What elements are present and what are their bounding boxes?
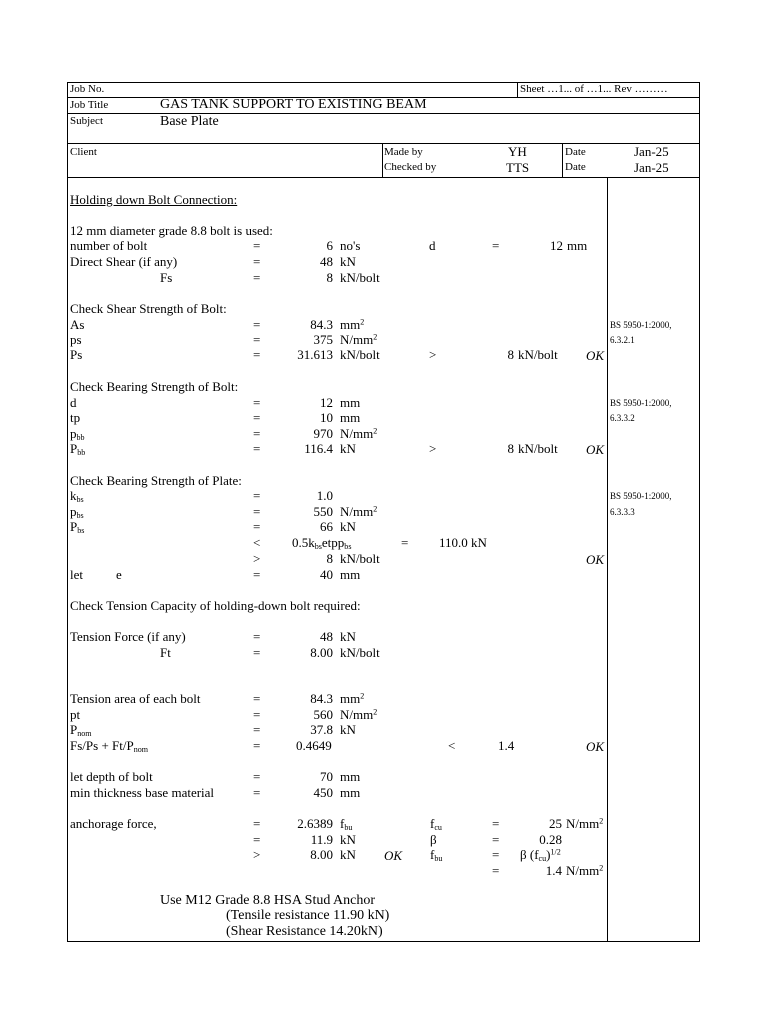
kbs-value: 1.0 [316,488,333,503]
anchorage-ok: OK [384,848,403,863]
e-unit: mm [340,567,361,582]
anchorage-coefficient: 2.6389 [297,816,333,831]
Pbs-unit: kN [340,519,356,534]
equals-sign: = [253,270,261,285]
equals-sign: = [253,785,261,800]
bolt-depth-value: 70 [320,769,333,784]
bolt-count-unit: no's [340,238,361,253]
conclusion-shear-resistance: (Shear Resistance 14.20kN) [226,924,383,939]
border-left [67,82,68,942]
equals-sign: = [492,816,500,831]
equals-sign: = [253,488,261,503]
direct-shear-value: 48 [320,254,333,269]
equals-sign: = [253,238,261,253]
anchorage-label: anchorage force, [70,816,157,831]
bearing-d-label: d [70,395,77,410]
as-value: 84.3 [310,317,333,332]
pbs-unit: $N/mm^2$ [340,504,378,519]
base-thickness-label: min thickness base material [70,785,215,800]
greater-than-sign: > [253,847,261,862]
shear-heading: Check Shear Strength of Bolt: [70,301,227,316]
Pbs-value: 66 [320,519,333,534]
bearing-bolt-reference-line-1: BS 5950-1:2000, [610,398,672,408]
fbu-expression: β $(f_{cu})^{1/2}$ [520,847,561,863]
made-by-label: Made by [384,146,423,158]
Pbb-value: 116.4 [304,441,333,456]
bearing-bolt-compare-value: 8 [507,441,514,456]
equals-sign: = [492,847,500,862]
pbb-label: $p_{bb}$ [70,426,85,442]
checked-by: TTS [506,160,530,175]
bolt-heading: Holding down Bolt Connection: [70,192,238,207]
equals-sign: = [253,519,261,534]
ft-label: Ft [160,645,171,660]
client-divider [382,143,383,178]
date-label-2: Date [565,161,586,173]
less-than-sign: < [448,738,456,753]
Pbb-label: $P_{bb}$ [70,441,86,457]
ps-label: ps [70,332,82,347]
interaction-ratio-limit: 1.4 [498,738,515,753]
equals-sign: = [253,254,261,269]
fs-unit: kN/bolt [340,270,380,285]
pt-label: pt [70,707,81,722]
direct-shear-unit: kN [340,254,356,269]
bearing-formula-value: 110.0 kN [439,535,487,550]
tp-unit: mm [340,410,361,425]
bearing-plate-reference-line-2: 6.3.3.3 [610,507,635,517]
equals-sign: = [401,535,409,550]
bolt-count-value: 6 [326,238,333,253]
fbu-value: 1.4 [545,863,562,878]
equals-sign: = [253,769,261,784]
Ps-value: 31.613 [297,347,333,362]
equals-sign: = [253,645,261,660]
ft-value: 8.00 [310,645,333,660]
date-divider [562,143,563,178]
bearing-bolt-compare-unit: kN/bolt [518,441,558,456]
equals-sign: = [253,426,261,441]
bearing-bolt-reference-line-2: 6.3.3.2 [610,413,635,423]
direct-shear-label: Direct Shear (if any) [70,254,178,269]
anchorage-compare-unit: kN [340,847,356,862]
Pbb-unit: kN [340,441,356,456]
date-1: Jan-25 [634,144,669,159]
job-title: GAS TANK SUPPORT TO EXISTING BEAM [160,97,427,112]
shear-reference-line-1: BS 5950-1:2000, [610,320,672,330]
bearing-plate-compare-value: 8 [326,551,333,566]
bearing-bolt-heading: Check Bearing Strength of Bolt: [70,379,239,394]
tension-force-value: 48 [320,629,333,644]
anchorage-coefficient-unit: $f_{bu}$ [340,816,353,832]
tp-value: 10 [320,410,333,425]
kbs-label: $k_{bs}$ [70,488,84,504]
job-no-label: Job No. [70,83,105,95]
anchorage-force-unit: kN [340,832,356,847]
shear-reference-line-2: 6.3.2.1 [610,335,635,345]
tension-heading: Check Tension Capacity of holding-down bolt required: [70,598,361,613]
base-thickness-unit: mm [340,785,361,800]
tension-area-value: 84.3 [310,691,333,706]
e-value: 40 [320,567,333,582]
fbu-label: $f_{bu}$ [430,847,443,863]
rule-4 [67,177,700,178]
equals-sign: = [253,410,261,425]
fcu-label: $f_{cu}$ [430,816,442,832]
job-title-label: Job Title [70,99,109,111]
pt-value: 560 [313,707,333,722]
bolt-depth-label: let depth of bolt [70,769,153,784]
bearing-plate-compare-unit: kN/bolt [340,551,380,566]
bolt-d-unit: mm [567,238,588,253]
equals-sign: = [253,567,261,582]
equals-sign: = [253,691,261,706]
interaction-ratio-value: 0.4649 [296,738,332,753]
equals-sign: = [253,629,261,644]
as-unit: $mm^2$ [340,317,365,332]
greater-than-sign: > [253,551,261,566]
equals-sign: = [253,441,261,456]
sheet-divider [517,82,518,98]
let-label: let [70,567,83,582]
equals-sign: = [492,832,500,847]
rule-3 [67,143,700,144]
equals-sign: = [492,863,500,878]
reference-column-divider [607,177,608,942]
less-than-sign: < [253,535,261,550]
bearing-plate-heading: Check Bearing Strength of Plate: [70,473,242,488]
fs-label: Fs [160,270,173,285]
subject-label: Subject [70,115,103,127]
ps-unit: $N/mm^2$ [340,332,378,347]
bearing-plate-ok: OK [586,552,605,567]
pbs-value: 550 [313,504,333,519]
equals-sign: = [253,707,261,722]
pbb-unit: $N/mm^2$ [340,426,378,441]
tp-label: tp [70,410,81,425]
e-label: e [116,567,122,582]
base-thickness-value: 450 [313,785,333,800]
bearing-d-value: 12 [320,395,333,410]
tension-ok: OK [586,739,605,754]
client-label: Client [70,146,97,158]
ps-value: 375 [313,332,333,347]
beta-label: β [430,832,437,847]
pnom-label: $P_{nom}$ [70,722,92,738]
equals-sign: = [253,347,261,362]
greater-than-sign: > [429,347,437,362]
fcu-unit: $N/mm^2$ [566,816,604,831]
ft-unit: kN/bolt [340,645,380,660]
equals-sign: = [253,395,261,410]
made-by: YH [508,144,527,159]
fbu-unit: $N/mm^2$ [566,863,604,878]
conclusion-tensile-resistance: (Tensile resistance 11.90 kN) [226,908,390,923]
bolt-count-label: number of bolt [70,238,148,253]
interaction-ratio-label: $Fs/Ps + Ft/P_{nom}$ [70,738,149,754]
sheet-info: Sheet …1... of …1... Rev ……… [520,83,668,95]
conclusion-anchor: Use M12 Grade 8.8 HSA Stud Anchor [160,893,376,908]
shear-compare-value: 8 [507,347,514,362]
bolt-intro: 12 mm diameter grade 8.8 bolt is used: [70,223,273,238]
greater-than-sign: > [429,441,437,456]
equals-sign: = [253,504,261,519]
border-right [699,82,700,942]
as-label: As [70,317,85,332]
equals-sign: = [253,317,261,332]
date-label-1: Date [565,146,586,158]
subject: Base Plate [160,114,219,129]
pnom-unit: kN [340,722,356,737]
shear-compare-unit: kN/bolt [518,347,558,362]
Ps-unit: kN/bolt [340,347,380,362]
pbs-label: $p_{bs}$ [70,504,84,520]
date-2: Jan-25 [634,160,669,175]
Pbs-label: $P_{bs}$ [70,519,85,535]
bearing-bolt-ok: OK [586,442,605,457]
anchorage-force-value: 11.9 [310,832,333,847]
bolt-d-value: 12 [550,238,563,253]
pnom-value: 37.8 [310,722,333,737]
border-bottom [67,941,700,942]
equals-sign: = [253,332,261,347]
fcu-value: 25 [549,816,562,831]
bolt-d-label: d [429,238,436,253]
pt-unit: $N/mm^2$ [340,707,378,722]
shear-ok: OK [586,348,605,363]
bearing-plate-reference-line-1: BS 5950-1:2000, [610,491,672,501]
tension-area-unit: $mm^2$ [340,691,365,706]
anchorage-compare-value: 8.00 [310,847,333,862]
bolt-depth-unit: mm [340,769,361,784]
equals-sign: = [492,238,500,253]
equals-sign: = [253,816,261,831]
tension-force-unit: kN [340,629,356,644]
equals-sign: = [253,832,261,847]
fs-value: 8 [326,270,333,285]
bearing-d-unit: mm [340,395,361,410]
bearing-formula: $0.5k_{bs}etpp_{bs}$ [292,535,352,551]
pbb-value: 970 [313,426,333,441]
beta-value: 0.28 [539,832,562,847]
equals-sign: = [253,722,261,737]
tension-force-label: Tension Force (if any) [70,629,186,644]
equals-sign: = [253,738,261,753]
tension-area-label: Tension area of each bolt [70,691,201,706]
checked-by-label: Checked by [384,161,437,173]
Ps-label: Ps [70,347,83,362]
